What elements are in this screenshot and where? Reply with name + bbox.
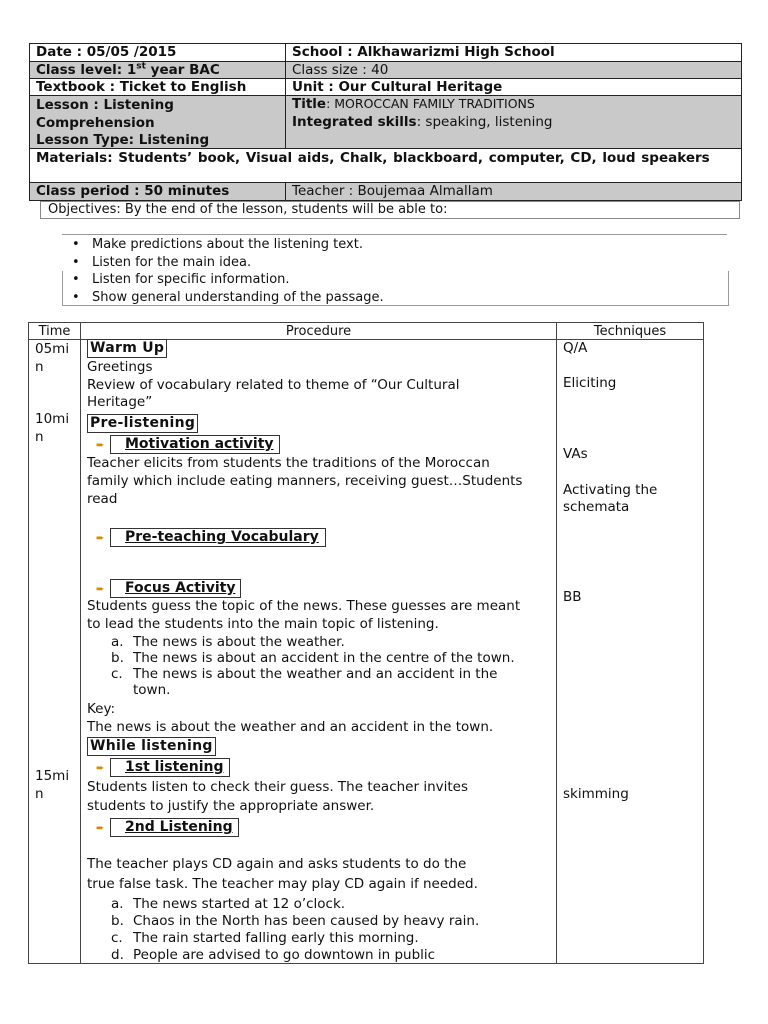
integrated-skills: Integrated skills: speaking, listening xyxy=(292,114,553,130)
class-level: Class level: 1st year BAC xyxy=(30,62,286,78)
check-line1: Students listen to check their guess. The teacher invites xyxy=(87,779,469,795)
technique-bb: BB xyxy=(563,589,582,605)
guess-line1: Students guess the topic of the news. These guesses are meant xyxy=(87,598,521,614)
class-period: Class period : 50 minutes xyxy=(30,183,286,200)
guess-options xyxy=(86,634,515,698)
lesson-line2: Comprehension xyxy=(36,114,155,131)
title-skills xyxy=(286,96,741,148)
plays-line2: true false task. The teacher may play CD again if needed. xyxy=(87,876,478,892)
materials: Materials: Students’ book, Visual aids, Chalk, blackboard, computer, CD, loud speakers xyxy=(36,150,710,166)
guess-line2: to lead the students into the main topic of listening. xyxy=(87,616,439,632)
first-listening: ➨ 1st listening xyxy=(110,758,230,777)
option-item: a. The news started at 12 o’clock. xyxy=(111,896,346,912)
elicit-line3: read xyxy=(87,491,118,507)
arrow-bullet-icon: ➨ xyxy=(96,584,105,595)
key-text: The news is about the weather and an accident in the town. xyxy=(87,719,494,735)
lesson-line1: Lesson : Listening xyxy=(36,97,174,113)
review-line2: Heritage” xyxy=(87,394,153,410)
elicit-line2: family which include eating manners, receiving guest…Students xyxy=(87,473,523,489)
time-whilelistening-cont: n xyxy=(35,786,44,802)
option-item: d. People are advised to go downtown in public xyxy=(111,947,436,963)
option-item: b. The news is about an accident in the centre of the town. xyxy=(111,650,515,666)
lesson-info xyxy=(30,96,286,148)
focus-activity: ➨ Focus Activity xyxy=(110,579,241,598)
column-divider xyxy=(556,323,557,963)
col-techniques-header: Techniques xyxy=(593,324,667,339)
objective-item: • Listen for the main idea. xyxy=(62,254,727,272)
technique-eliciting: Eliciting xyxy=(563,375,617,391)
technique-schemata: schemata xyxy=(563,499,630,515)
lesson-type: Lesson Type: Listening xyxy=(36,132,210,148)
warm-up-heading: Warm Up xyxy=(87,339,167,358)
time-whilelistening: 15mi xyxy=(35,768,70,784)
option-item: c. The news is about the weather and an accident in the xyxy=(111,666,498,682)
pre-teaching-vocabulary: ➨ Pre-teaching Vocabulary xyxy=(110,528,326,547)
option-item: town. xyxy=(133,682,171,698)
time-prelistening: 10mi xyxy=(35,411,70,427)
school: School : Alkhawarizmi High School xyxy=(292,44,555,60)
option-item: b. Chaos in the North has been caused by heavy rain. xyxy=(111,913,480,929)
arrow-bullet-icon: ➨ xyxy=(96,823,105,834)
technique-skimming: skimming xyxy=(563,786,629,802)
review-line1: Review of vocabulary related to theme of “Our Cultural xyxy=(87,377,460,393)
unit: Unit : Our Cultural Heritage xyxy=(292,79,503,95)
while-listening-heading: While listening xyxy=(87,737,216,756)
col-procedure-header: Procedure xyxy=(285,324,352,339)
option-item: c. The rain started falling early this morning. xyxy=(111,930,419,946)
key-label: Key: xyxy=(87,701,116,717)
time-prelistening-cont: n xyxy=(35,429,44,445)
class-size: Class size : 40 xyxy=(292,62,389,78)
objectives-intro: Objectives: By the end of the lesson, students will be able to: xyxy=(40,201,740,219)
time-warmup-cont: n xyxy=(35,359,44,375)
divider xyxy=(62,234,727,235)
technique-vas: VAs xyxy=(563,446,588,462)
greetings: Greetings xyxy=(87,359,153,375)
technique-qa: Q/A xyxy=(563,340,588,356)
date: Date : 05/05 /2015 xyxy=(30,44,286,61)
motivation-activity: ➨ Motivation activity xyxy=(110,435,280,454)
option-item: a. The news is about the weather. xyxy=(111,634,345,650)
time-warmup: 05mi xyxy=(35,341,70,357)
technique-activating: Activating the xyxy=(563,482,658,498)
textbook: Textbook : Ticket to English xyxy=(30,79,286,95)
plays-line1: The teacher plays CD again and asks students to do the xyxy=(87,856,467,872)
objective-item: • Listen for specific information. xyxy=(62,271,727,289)
objective-item: • Make predictions about the listening text. xyxy=(62,236,727,254)
objectives-list xyxy=(62,236,727,306)
lesson-title: Title: MOROCCAN FAMILY TRADITIONS xyxy=(292,96,535,112)
teacher: Teacher : Boujemaa Almallam xyxy=(292,183,493,199)
arrow-bullet-icon: ➨ xyxy=(96,763,105,774)
second-listening: ➨ 2nd Listening xyxy=(110,818,239,837)
objective-item: • Show general understanding of the passage. xyxy=(62,289,727,307)
pre-listening-heading: Pre-listening xyxy=(87,414,198,433)
column-divider xyxy=(80,323,81,963)
arrow-bullet-icon: ➨ xyxy=(96,533,105,544)
true-false-options xyxy=(86,896,479,964)
lesson-header-table xyxy=(29,43,742,201)
check-line2: students to justify the appropriate answer. xyxy=(87,798,375,814)
col-time-header: Time xyxy=(38,324,71,339)
arrow-bullet-icon: ➨ xyxy=(96,440,105,451)
elicit-line1: Teacher elicits from students the traditions of the Moroccan xyxy=(87,455,490,471)
